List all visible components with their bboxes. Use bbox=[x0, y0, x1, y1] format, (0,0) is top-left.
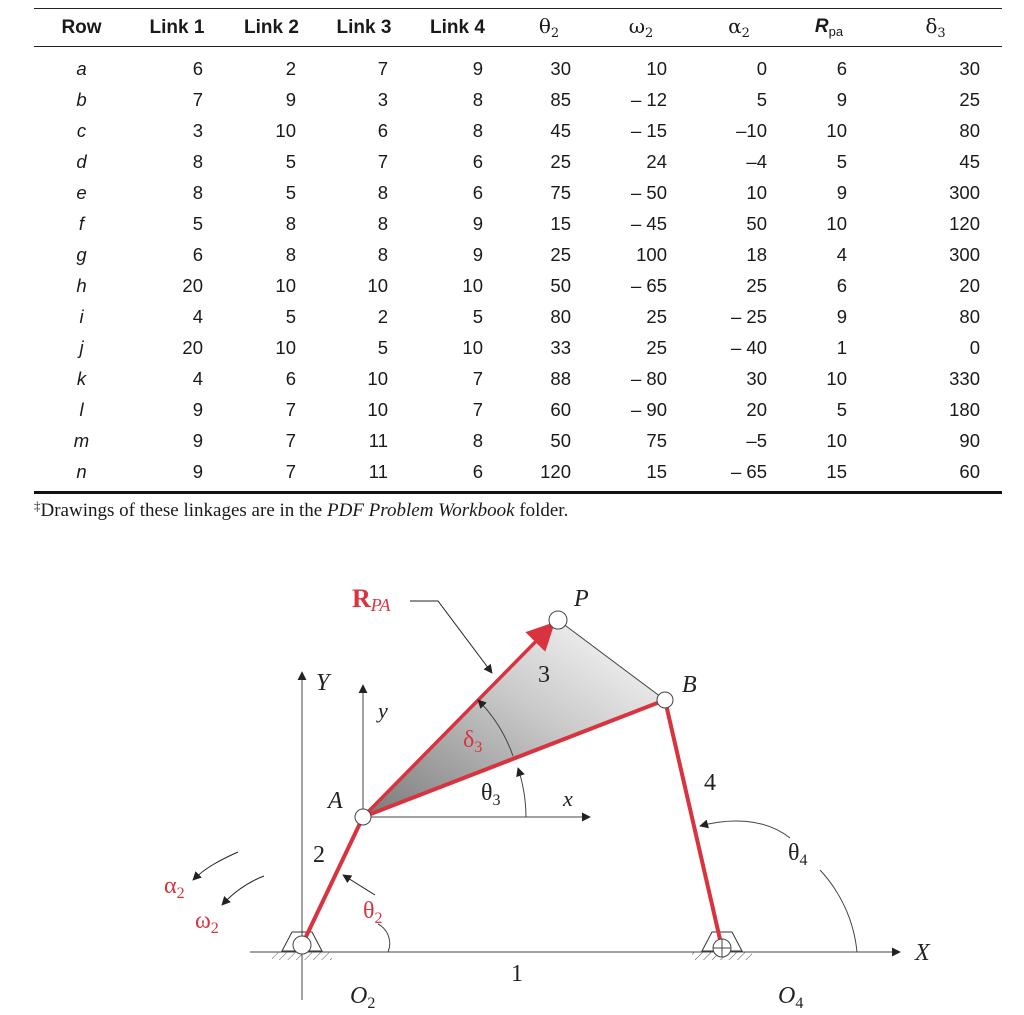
footnote-prefix: Drawings of these linkages are in the bbox=[40, 500, 327, 521]
table-cell: 0 bbox=[756, 57, 767, 79]
table-row bbox=[34, 115, 1002, 146]
label-link-3: 3 bbox=[538, 662, 550, 688]
label-omega2: $\omega_2$ bbox=[195, 908, 219, 937]
table-cell: 10 bbox=[462, 336, 483, 358]
table-cell: 5 bbox=[836, 398, 847, 420]
table-cell: –5 bbox=[746, 429, 767, 451]
row-label-cell: a bbox=[76, 57, 87, 79]
table-cell: 9 bbox=[192, 429, 203, 451]
table-cell: – 45 bbox=[630, 212, 667, 234]
row-label-cell: n bbox=[34, 456, 129, 493]
table-cell: 25 bbox=[550, 243, 571, 265]
table-cell: 4 bbox=[192, 305, 203, 327]
table-cell: – 12 bbox=[630, 88, 667, 110]
table-row bbox=[34, 270, 1002, 301]
table-header-row bbox=[34, 9, 1002, 47]
table-cell: 20 bbox=[746, 398, 767, 420]
header-link1: Link 1 bbox=[129, 9, 225, 47]
table-row bbox=[34, 301, 1002, 332]
table-cell: 7 bbox=[285, 398, 296, 420]
table-cell: 8 bbox=[285, 243, 296, 265]
table-cell: 8 bbox=[377, 243, 388, 265]
table-cell: 5 bbox=[285, 150, 296, 172]
table-cell: 20 bbox=[182, 336, 203, 358]
row-label-cell: h bbox=[76, 274, 87, 296]
table-cell: 6 bbox=[377, 119, 388, 141]
table-row bbox=[34, 363, 1002, 394]
omega2-rotation-arrow bbox=[222, 876, 264, 905]
table-cell: 7 bbox=[285, 429, 296, 451]
label-x-global: X bbox=[915, 940, 930, 966]
table-cell: 6 bbox=[836, 57, 847, 79]
table-cell: 4 bbox=[836, 243, 847, 265]
table-cell: 9 bbox=[285, 88, 296, 110]
table-cell: 9 bbox=[472, 212, 483, 234]
rocker-link-4 bbox=[665, 700, 722, 948]
table-cell: 120 bbox=[505, 456, 593, 493]
table-cell: 9 bbox=[836, 181, 847, 203]
table-cell: – 90 bbox=[630, 398, 667, 420]
header-alpha2: $\alpha_2$ bbox=[689, 9, 789, 47]
table-cell: 10 bbox=[746, 181, 767, 203]
table-cell: –4 bbox=[746, 150, 767, 172]
table-cell: –10 bbox=[736, 119, 767, 141]
table-cell: 10 bbox=[462, 274, 483, 296]
table-row bbox=[34, 84, 1002, 115]
table-row bbox=[34, 425, 1002, 456]
table-cell: 7 bbox=[377, 57, 388, 79]
table-cell: 10 bbox=[826, 429, 847, 451]
header-rpa: $R_{pa}$ bbox=[789, 9, 869, 47]
table-cell: 75 bbox=[550, 181, 571, 203]
table-cell: 2 bbox=[285, 57, 296, 79]
table-cell: 6 bbox=[192, 57, 203, 79]
label-b: B bbox=[682, 672, 697, 698]
table-cell: 8 bbox=[472, 119, 483, 141]
label-rpa: RPA bbox=[352, 584, 391, 615]
row-label-cell: k bbox=[76, 367, 87, 389]
table-cell: 85 bbox=[550, 88, 571, 110]
table-cell: 10 bbox=[646, 57, 667, 79]
row-label-cell: f bbox=[78, 212, 85, 234]
table-cell: 6 bbox=[410, 456, 505, 493]
table-row bbox=[34, 208, 1002, 239]
table-cell: – 50 bbox=[630, 181, 667, 203]
table-cell: 1 bbox=[836, 336, 847, 358]
table-cell: 9 bbox=[129, 456, 225, 493]
theta2-pointer bbox=[343, 875, 375, 895]
label-theta3: $\theta_3$ bbox=[481, 780, 501, 809]
table-cell: 20 bbox=[959, 274, 980, 296]
fourbar-linkage-diagram bbox=[0, 540, 1024, 1015]
table-cell: – 65 bbox=[630, 274, 667, 296]
table-cell: 18 bbox=[746, 243, 767, 265]
table-cell: 25 bbox=[550, 150, 571, 172]
theta2-arc bbox=[378, 924, 390, 952]
table-cell: 25 bbox=[746, 274, 767, 296]
table-cell: 11 bbox=[368, 429, 388, 451]
table-cell: 5 bbox=[285, 305, 296, 327]
table-cell: 60 bbox=[550, 398, 571, 420]
joint-b bbox=[657, 692, 673, 708]
header-link3: Link 3 bbox=[318, 9, 410, 47]
table-cell: 6 bbox=[472, 150, 483, 172]
table-cell: 120 bbox=[949, 212, 980, 234]
table-cell: 80 bbox=[550, 305, 571, 327]
table-cell: 10 bbox=[367, 398, 388, 420]
footnote bbox=[34, 498, 568, 522]
theta4-pointer bbox=[700, 821, 790, 838]
header-row: Row bbox=[34, 9, 129, 47]
table-row bbox=[34, 394, 1002, 425]
table-cell: 8 bbox=[377, 181, 388, 203]
linkage-data-table-container bbox=[34, 8, 1002, 494]
label-theta2: $\theta_2$ bbox=[363, 898, 383, 927]
table-cell: 8 bbox=[472, 88, 483, 110]
table-cell: 10 bbox=[826, 119, 847, 141]
table-cell: 3 bbox=[377, 88, 388, 110]
table-cell: 4 bbox=[192, 367, 203, 389]
table-cell: 30 bbox=[550, 57, 571, 79]
header-theta2: $\theta_2$ bbox=[505, 9, 593, 47]
joint-o2 bbox=[293, 936, 311, 954]
label-link-4: 4 bbox=[704, 770, 716, 796]
table-cell: 100 bbox=[636, 243, 667, 265]
table-cell: 90 bbox=[959, 429, 980, 451]
table-cell: 45 bbox=[959, 150, 980, 172]
label-o2: $O_2$ bbox=[350, 983, 376, 1012]
table-cell: 75 bbox=[646, 429, 667, 451]
label-p: P bbox=[574, 586, 589, 612]
table-row bbox=[34, 332, 1002, 363]
table-cell: 6 bbox=[192, 243, 203, 265]
row-label-cell: d bbox=[76, 150, 87, 172]
table-cell: 300 bbox=[949, 243, 980, 265]
table-cell: 9 bbox=[472, 243, 483, 265]
table-cell: 24 bbox=[646, 150, 667, 172]
table-cell: 9 bbox=[836, 88, 847, 110]
row-label-cell: e bbox=[76, 181, 87, 203]
label-y-global: Y bbox=[316, 670, 330, 696]
header-link4: Link 4 bbox=[410, 9, 505, 47]
row-label-cell: l bbox=[79, 398, 84, 420]
table-cell: 10 bbox=[826, 367, 847, 389]
table-cell: 10 bbox=[275, 336, 296, 358]
table-cell: 5 bbox=[756, 88, 767, 110]
table-cell: 7 bbox=[192, 88, 203, 110]
table-cell: 8 bbox=[377, 212, 388, 234]
label-alpha2: $\alpha_2$ bbox=[164, 873, 185, 902]
table-cell: 300 bbox=[949, 181, 980, 203]
table-cell: 7 bbox=[377, 150, 388, 172]
footnote-suffix: folder. bbox=[514, 500, 569, 521]
table-cell: 60 bbox=[869, 456, 1002, 493]
table-cell: 20 bbox=[182, 274, 203, 296]
table-cell: 30 bbox=[746, 367, 767, 389]
table-cell: 10 bbox=[275, 274, 296, 296]
row-label-cell: m bbox=[73, 429, 90, 451]
theta4-arc bbox=[820, 870, 857, 952]
table-cell: 2 bbox=[377, 305, 388, 327]
table-cell: 6 bbox=[285, 367, 296, 389]
table-cell: 8 bbox=[472, 429, 483, 451]
table-row bbox=[34, 239, 1002, 270]
row-label-cell: c bbox=[76, 119, 87, 141]
row-label-cell: j bbox=[79, 336, 84, 358]
header-delta3: $\delta_3$ bbox=[869, 9, 1002, 47]
table-cell: 5 bbox=[285, 181, 296, 203]
theta3-arc bbox=[518, 768, 526, 817]
point-p bbox=[549, 611, 567, 629]
table-row bbox=[34, 47, 1002, 85]
table-cell: 50 bbox=[550, 429, 571, 451]
table-cell: 45 bbox=[550, 119, 571, 141]
table-cell: 33 bbox=[550, 336, 571, 358]
table-cell: 88 bbox=[550, 367, 571, 389]
table-cell: 5 bbox=[377, 336, 388, 358]
table-cell: 9 bbox=[472, 57, 483, 79]
table-cell: 11 bbox=[318, 456, 410, 493]
table-cell: 5 bbox=[472, 305, 483, 327]
row-label-cell: b bbox=[76, 88, 87, 110]
rpa-leader bbox=[410, 601, 492, 673]
crank-link-2 bbox=[302, 817, 363, 945]
linkage-data-table bbox=[34, 8, 1002, 494]
header-link2: Link 2 bbox=[225, 9, 318, 47]
table-cell: 8 bbox=[192, 181, 203, 203]
table-cell: 10 bbox=[275, 119, 296, 141]
table-cell: 7 bbox=[472, 367, 483, 389]
table-cell: 330 bbox=[949, 367, 980, 389]
table-row bbox=[34, 146, 1002, 177]
table-cell: 5 bbox=[836, 150, 847, 172]
header-omega2: $\omega_2$ bbox=[593, 9, 689, 47]
table-cell: 6 bbox=[836, 274, 847, 296]
table-cell: 15 bbox=[789, 456, 869, 493]
table-cell: 25 bbox=[646, 336, 667, 358]
table-cell: 10 bbox=[826, 212, 847, 234]
table-cell: 0 bbox=[969, 336, 980, 358]
table-cell: 9 bbox=[836, 305, 847, 327]
table-cell: 80 bbox=[959, 119, 980, 141]
table-row bbox=[34, 456, 1002, 493]
table-cell: 6 bbox=[472, 181, 483, 203]
table-cell: – 25 bbox=[730, 305, 767, 327]
footnote-mark: ‡ bbox=[34, 498, 41, 513]
label-link-2: 2 bbox=[313, 842, 325, 868]
table-cell: 3 bbox=[192, 119, 203, 141]
table-cell: 7 bbox=[225, 456, 318, 493]
label-a: A bbox=[328, 788, 343, 814]
table-cell: 50 bbox=[550, 274, 571, 296]
label-link-1: 1 bbox=[511, 961, 523, 987]
table-cell: 5 bbox=[192, 212, 203, 234]
table-cell: 30 bbox=[959, 57, 980, 79]
table-row bbox=[34, 177, 1002, 208]
label-o4: $O_4$ bbox=[778, 983, 804, 1012]
table-cell: 9 bbox=[192, 398, 203, 420]
table-cell: – 80 bbox=[630, 367, 667, 389]
label-theta4: $\theta_4$ bbox=[788, 840, 808, 869]
table-cell: 8 bbox=[192, 150, 203, 172]
table-cell: 15 bbox=[593, 456, 689, 493]
label-delta3: $\delta_3$ bbox=[463, 727, 483, 756]
table-cell: 8 bbox=[285, 212, 296, 234]
table-cell: 25 bbox=[646, 305, 667, 327]
alpha2-rotation-arrow bbox=[193, 852, 238, 880]
table-cell: 80 bbox=[959, 305, 980, 327]
table-cell: 15 bbox=[550, 212, 571, 234]
table-cell: 10 bbox=[367, 274, 388, 296]
row-label-cell: i bbox=[79, 305, 84, 327]
row-label-cell: g bbox=[76, 243, 87, 265]
table-cell: 180 bbox=[949, 398, 980, 420]
table-cell: 10 bbox=[367, 367, 388, 389]
table-cell: – 15 bbox=[630, 119, 667, 141]
joint-a bbox=[355, 809, 371, 825]
table-cell: 7 bbox=[472, 398, 483, 420]
footnote-emphasis: PDF Problem Workbook bbox=[327, 500, 515, 521]
table-cell: – 65 bbox=[689, 456, 789, 493]
table-cell: – 40 bbox=[730, 336, 767, 358]
table-cell: 25 bbox=[959, 88, 980, 110]
label-y-local: y bbox=[378, 698, 388, 723]
table-body bbox=[34, 47, 1002, 493]
label-x-local: x bbox=[563, 786, 573, 811]
table-cell: 50 bbox=[746, 212, 767, 234]
